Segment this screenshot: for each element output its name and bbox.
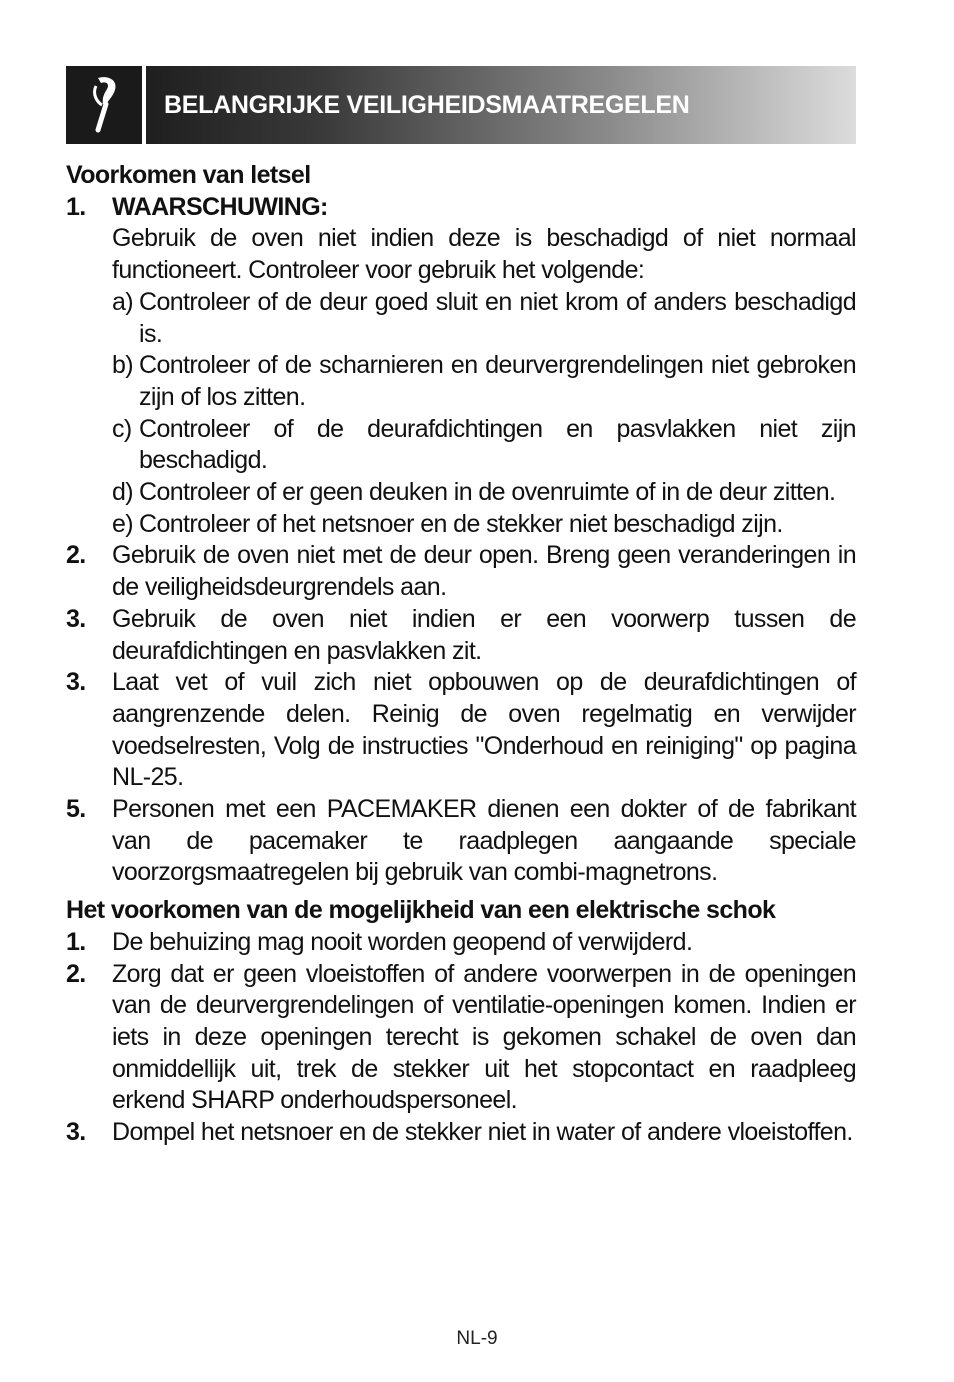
sub-item-label: d) [112, 478, 134, 507]
sub-item-label: c) [112, 414, 132, 443]
sub-item [112, 287, 856, 350]
item-number: 3. [66, 604, 86, 633]
sub-item-text: Controleer of de deur goed sluit en niet krom of anders beschadigd is. [139, 287, 856, 348]
list-item [66, 192, 856, 541]
item-text: Gebruik de oven niet indien deze is beschadigd of niet normaal functioneert. Controleer voor gebruik het volgende: [112, 224, 856, 285]
item-text: Laat vet of vuil zich niet opbouwen op de deurafdichtingen of aangrenzende delen. Reinig de oven regelmatig en verwijder voedselresten, Volg de instructies "Onderhoud en reiniging" op pagina NL-25. [112, 668, 856, 792]
list-item [66, 667, 856, 794]
section-heading-injury: Voorkomen van letsel [66, 161, 311, 189]
item-number: 2. [66, 959, 86, 988]
list-item [66, 794, 856, 889]
banner-icon-box [66, 66, 142, 144]
warning-icon [84, 74, 124, 136]
sub-item-text: Controleer of het netsnoer en de stekker niet beschadigd zijn. [139, 509, 783, 538]
list-item [66, 1117, 856, 1149]
item-text: Dompel het netsnoer en de stekker niet in water of andere vloeistoffen. [112, 1118, 853, 1147]
list-item [66, 604, 856, 667]
item-text: Zorg dat er geen vloeistoffen of andere voorwerpen in de openingen van de deurvergrendelingen of ventilatie-openingen komen. Indien er iets in deze openingen terecht is gekomen schakel de oven dan onmiddellijk uit, trek de stekker uit het stopcontact en raadpleeg erkend SHARP onderhoudspersoneel. [112, 959, 856, 1115]
sub-item-label: e) [112, 509, 134, 538]
sub-item [112, 509, 856, 541]
section-banner [66, 66, 856, 144]
list-item [66, 927, 856, 959]
sub-item [112, 350, 856, 413]
item-text: Gebruik de oven niet met de deur open. Breng geen veranderingen in de veiligheidsdeurgrendels aan. [112, 541, 856, 602]
page-number: NL-9 [456, 1328, 498, 1349]
section-heading-electric-shock: Het voorkomen van de mogelijkheid van een elektrische schok [66, 896, 776, 925]
list-item [66, 540, 856, 603]
item-text: Gebruik de oven niet indien er een voorwerp tussen de deurafdichtingen en pasvlakken zit. [112, 604, 856, 665]
list-item [66, 959, 856, 1118]
sub-item [112, 477, 856, 509]
sub-item-label: a) [112, 287, 134, 316]
item-number: 3. [66, 668, 86, 697]
sub-item-text: Controleer of de deurafdichtingen en pasvlakken niet zijn beschadigd. [139, 414, 856, 475]
sub-item-text: Controleer of de scharnieren en deurvergrendelingen niet gebroken zijn of los zitten. [139, 351, 856, 411]
sub-item-label: b) [112, 351, 134, 380]
banner-bar [146, 66, 856, 144]
warning-title: WAARSCHUWING: [112, 192, 328, 221]
sub-item-text: Controleer of er geen deuken in de ovenruimte of in de deur zitten. [139, 478, 836, 507]
banner-title: BELANGRIJKE VEILIGHEIDSMAATREGELEN [164, 90, 690, 119]
item-number: 3. [66, 1118, 86, 1147]
item-number: 2. [66, 541, 86, 570]
document-body [66, 160, 856, 1149]
item-body [112, 192, 856, 541]
item-text: De behuizing mag nooit worden geopend of verwijderd. [112, 927, 693, 956]
item-number: 5. [66, 795, 86, 824]
sub-item [112, 414, 856, 477]
item-number: 1. [66, 192, 86, 221]
item-number: 1. [66, 927, 86, 956]
item-text: Personen met een PACEMAKER dienen een dokter of de fabrikant van de pacemaker te raadplegen aangaande speciale voorzorgsmaatregelen bij gebruik van combi-magnetrons. [112, 795, 856, 887]
